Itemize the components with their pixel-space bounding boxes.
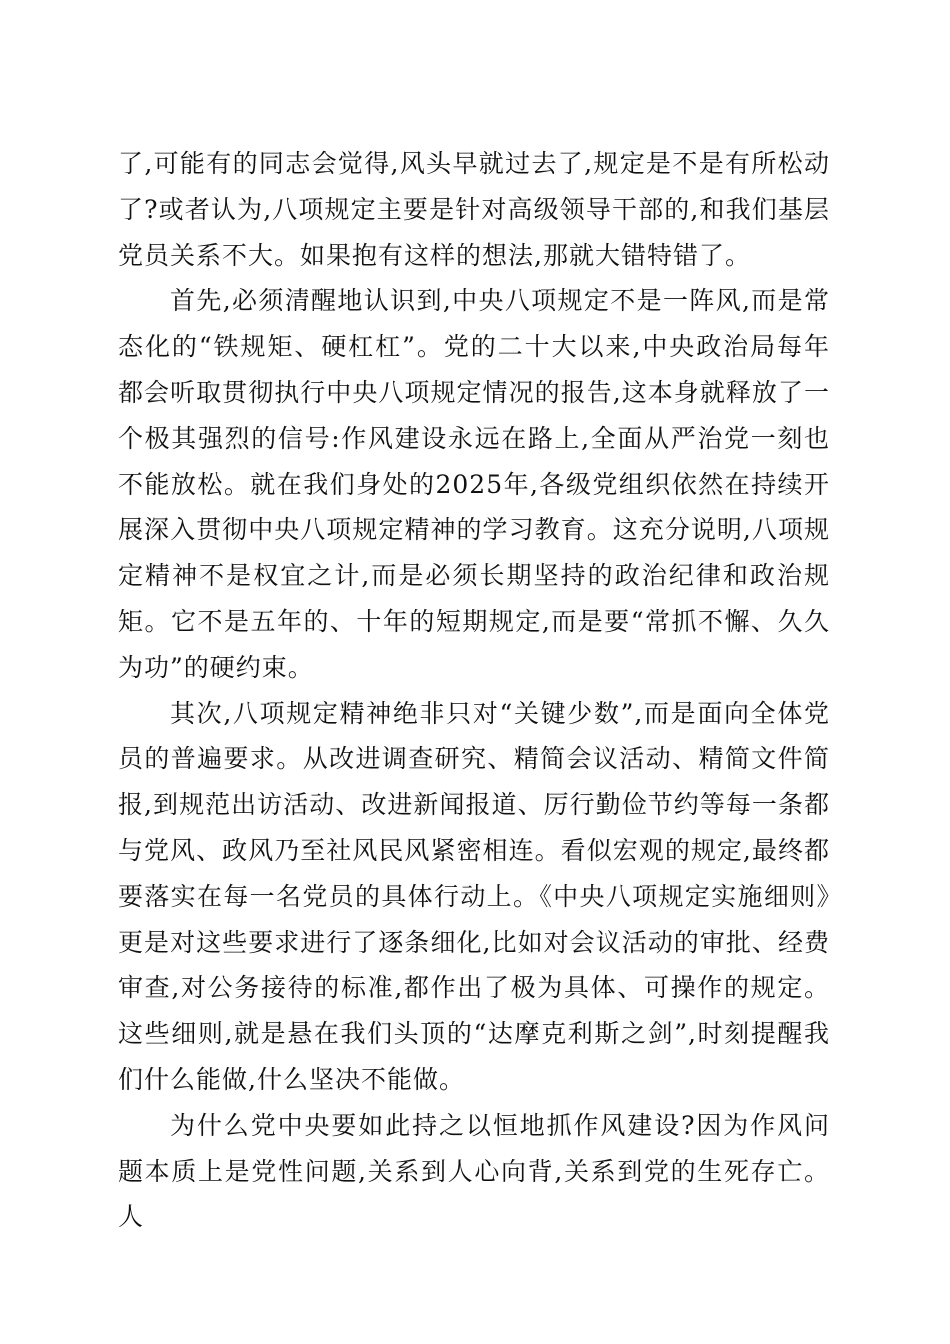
paragraph-second-point: 其次,八项规定精神绝非只对“关键少数”,而是面向全体党员的普遍要求。从改进调查研究、精简会议活动、精简文件简报,到规范出访活动、改进新闻报道、厉行勤俭节约等每一条都与党风、政风乃至社风民风紧密相连。看似宏观的规定,最终都要落实在每一名党员的具体行动上。《中央八项规定实施细则》更是对这些要求进行了逐条细化,比如对会议活动的审批、经费审查,对公务接待的标准,都作出了极为具体、可操作的规定。这些细则,就是悬在我们头顶的“达摩克利斯之剑”,时刻提醒我们什么能做,什么坚决不能做。 [118, 698, 830, 1094]
paragraph-first-point: 首先,必须清醒地认识到,中央八项规定不是一阵风,而是常态化的“铁规矩、硬杠杠”。党的二十大以来,中央政治局每年都会听取贯彻执行中央八项规定情况的报告,这本身就释放了一个极其强烈的信号:作风建设永远在路上,全面从严治党一刻也不能放松。就在我们身处的2025年,各级党组织依然在持续开展深入贯彻中央八项规定精神的学习教育。这充分说明,八项规定精神不是权宜之计,而是必须长期坚持的政治纪律和政治规矩。它不是五年的、十年的短期规定,而是要“常抓不懈、久久为功”的硬约束。 [118, 286, 830, 682]
body-text [118, 141, 830, 1240]
paragraph-why: 为什么党中央要如此持之以恒地抓作风建设?因为作风问题本质上是党性问题,关系到人心向背,关系到党的生死存亡。人 [118, 1110, 830, 1232]
paragraph-continuation: 了,可能有的同志会觉得,风头早就过去了,规定是不是有所松动了?或者认为,八项规定主要是针对高级领导干部的,和我们基层党员关系不大。如果抱有这样的想法,那就大错特错了。 [118, 149, 830, 270]
